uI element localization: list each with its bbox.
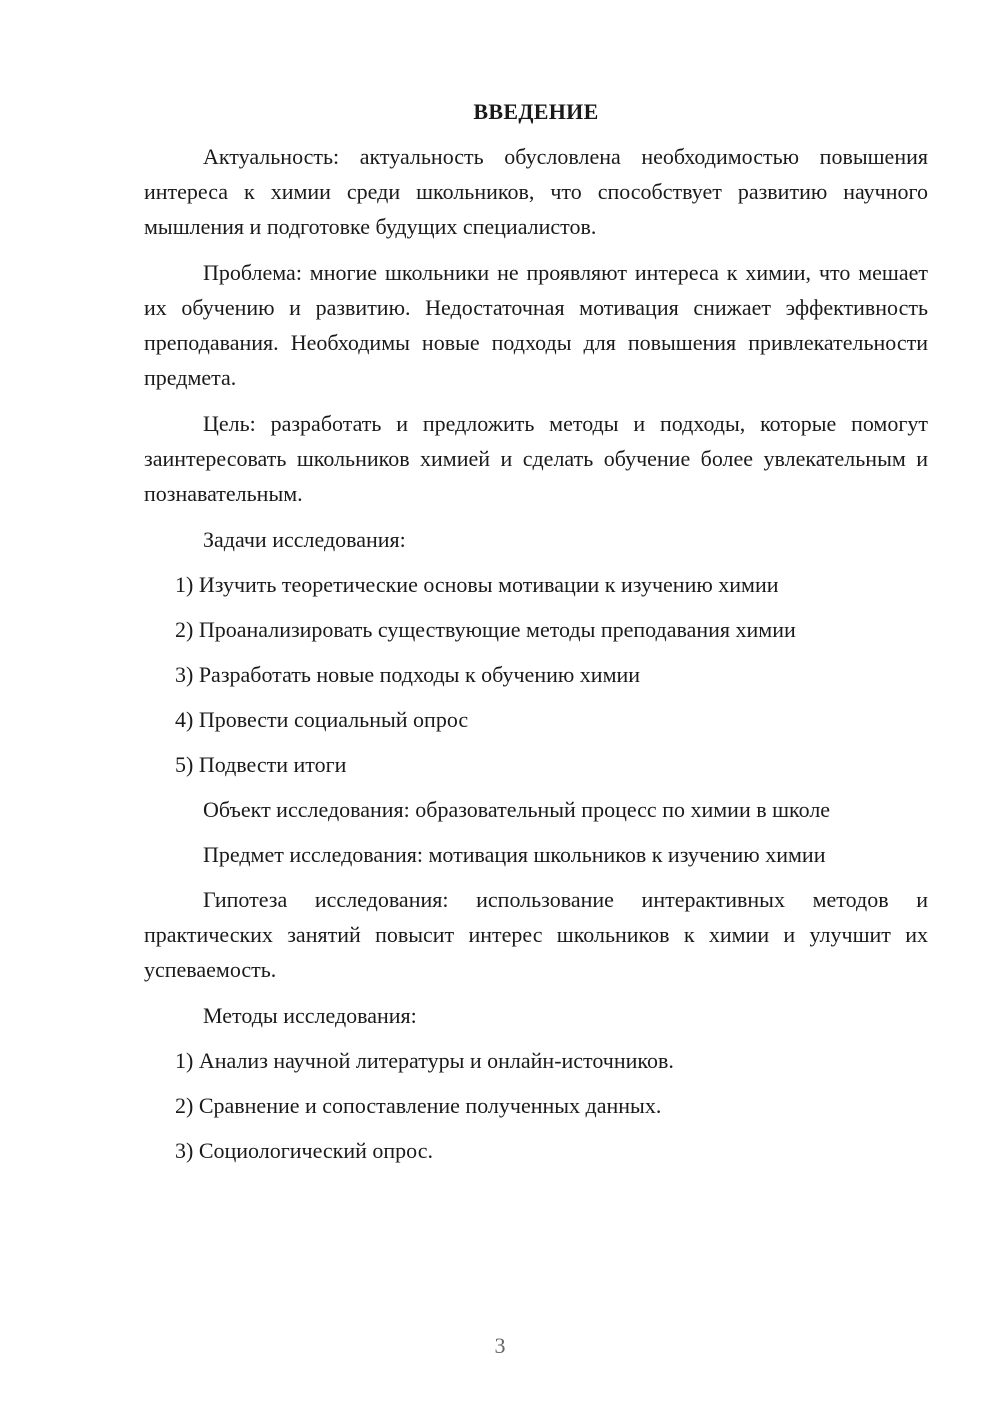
page-number: 3 <box>494 1333 506 1358</box>
task-item: 4) Провести социальный опрос <box>175 707 469 732</box>
task-item: 3) Разработать новые подходы к обучению химии <box>175 662 641 687</box>
method-item: 1) Анализ научной литературы и онлайн-источников. <box>175 1048 674 1073</box>
problem-paragraph: Проблема: многие школьники не проявляют интереса к химии, что мешает их обучению и развитию. Недостаточная мотивация снижает эффективность преподавания. Необходимы новые подходы для повышения привлекательности предмета. <box>144 260 928 390</box>
relevance-paragraph: Актуальность: актуальность обусловлена необходимостью повышения интереса к химии среди школьников, что способствует развитию научного мышления и подготовке будущих специалистов. <box>144 144 928 239</box>
method-item: 3) Социологический опрос. <box>175 1138 433 1163</box>
hypothesis-paragraph: Гипотеза исследования: использование интерактивных методов и практических занятий повысит интерес школьников к химии и улучшит их успеваемость. <box>144 887 928 982</box>
task-item: 1) Изучить теоретические основы мотивации к изучению химии <box>175 572 779 597</box>
tasks-title: Задачи исследования: <box>203 527 406 552</box>
methods-title: Методы исследования: <box>203 1003 417 1028</box>
object-line: Объект исследования: образовательный процесс по химии в школе <box>203 797 831 822</box>
page-content <box>144 94 928 1178</box>
subject-line: Предмет исследования: мотивация школьников к изучению химии <box>203 842 826 867</box>
task-item: 5) Подвести итоги <box>175 752 347 777</box>
page-heading: ВВЕДЕНИЕ <box>473 99 599 124</box>
task-item: 2) Проанализировать существующие методы преподавания химии <box>175 617 796 642</box>
method-item: 2) Сравнение и сопоставление полученных данных. <box>175 1093 662 1118</box>
goal-paragraph: Цель: разработать и предложить методы и подходы, которые помогут заинтересовать школьников химией и сделать обучение более увлекательным и познавательным. <box>144 411 928 506</box>
